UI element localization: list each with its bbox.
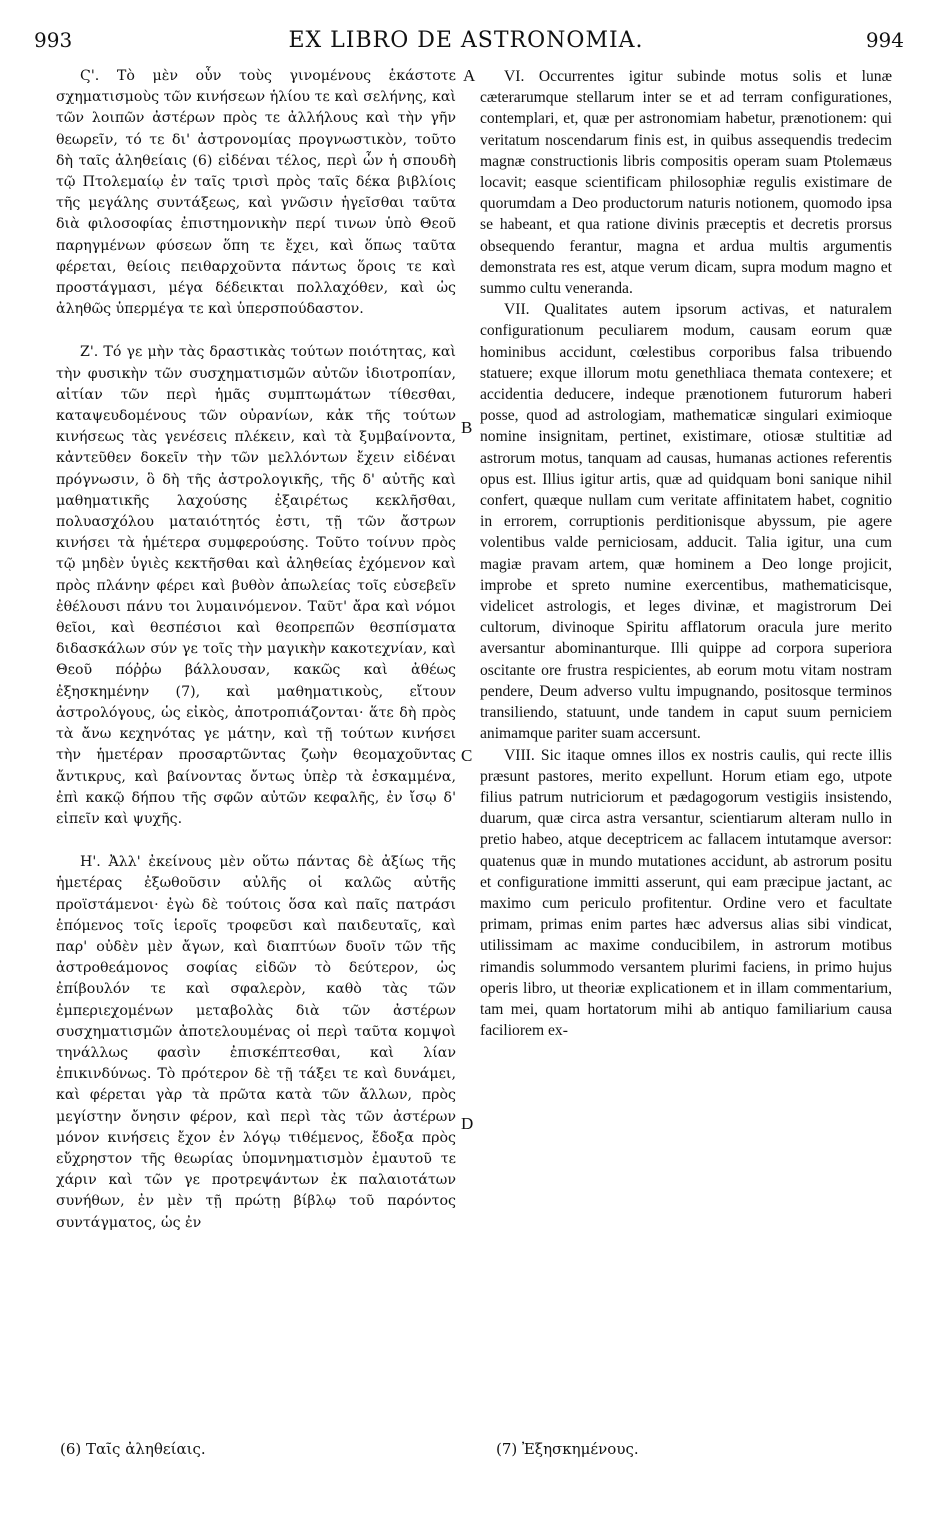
page-number-left: 993 bbox=[34, 28, 73, 52]
page-number-right: 994 bbox=[865, 28, 904, 52]
margin-letter-d: D bbox=[461, 1114, 474, 1133]
page-header bbox=[28, 28, 904, 58]
greek-paragraph-6: Ϛ'. Τὸ μὲν οὖν τοὺς γινομένους ἑκάστοτε σχηματισμοὺς τῶν κινήσεων ἡλίου τε καὶ σελήνης, καὶ τῶν λοιπῶν ἀστέρων πρὸς τε ἀλλήλους καὶ τὴν γῆν θεωρεῖν, τό τε δι' ἀστρονομίας προγνωστικὸν, τοῦτο δὴ ταῖς ἀληθείαις (6) εἰδέναι τέλος, περὶ ὧν ἡ σπουδὴ τῷ Πτολεμαίῳ ἐν ταῖς τρισὶ πρὸς ταῖς δέκα βιβλίοις τῆς μεγάλης συντάξεως, καὶ γνῶσιν ἡγεῖσθαι ταῦτα διὰ φιλοσοφίας ἐπιστημονικὴν περί τινων ὑπὸ Θεοῦ παρηγμένων φύσεων ὅπη τε ἔχει, καὶ ὅπως ταῦτα φέρεται, θείοις πειθαρχοῦντα πάντως ὅροις τε καὶ προστάγμασι, μέγα δέδεικται πολλαχόθεν, καὶ ὡς ἀληθῶς ὑπερμέγα τε καὶ ὑπερσπούδαστον. bbox=[56, 68, 456, 318]
running-title: EX LIBRO DE ASTRONOMIA. bbox=[288, 28, 644, 53]
latin-paragraph-8: VIII. Sic itaque omnes illos ex nostris caulis, qui recte illis præsunt pastores, merito expellunt. Horum etiam ego, utpote filius patrum nutriciorum et pædagogorum vestigiis insistendo, duarum, quæ circa astra versantur, scientiarum alteram nullo in pretio habeo, atque deceptricem ac fallacem intutamque aversor: quatenus quæ in mundo mutationes accidunt, ab astrorum positu et configuratione immitti asserunt, qui eam præcipue jactant, ac maximo cum periculo profitentur. Ordine vero et facultate primam, primas enim partes hæc adversus alias sibi vindicat, utilissimam ac maxime conducibilem, in astrorum motibus rimandis solummodo versantem plurimi faciens, in primo hujus operis libro, ut theoriæ explicationem et in illam commentarium, tam mei, quam hortatorum mihi ab antiquo familiarium causa faciliorem ex- bbox=[480, 746, 892, 1040]
footnote-left: (6) Ταῖς ἀληθείαις. bbox=[60, 1440, 206, 1458]
latin-paragraph-7: VII. Qualitates autem ipsorum activas, et naturalem configurationum peculiarem modum, causam eorum quæ hominibus accidunt, cœlestibus corporibus falsa tribuendo statuere; exque illorum motu genethliaca themata contexere; et accidentia deducere, indeque prænotionem futurorum haberi posse, quod ad astrologiam, mathematicæ singulari eximioque nomine insignitam, pertinet, existimare, otiosæ stultitiæ ad astrorum motus, tanquam ad causas, humanas actiones referentis opus est. Illius igitur artis, quæ ad quidquam boni sanique nihil confert, quæque nullam cum veritate affinitatem habet, cognitio in errorem, corruptionis perditionisque abyssum, pie agere volentibus valde perniciosam, adducit. Talia igitur, una cum magiæ pravam artem, quæ hominem a Deo longe projicit, improbe et spreto numine exercentibus, mathematicisque, videlicet astrologis, et leges divinæ, et magistrorum Dei cultorum, divinoque Spiritu afflatorum oracula jure merito aversantur abominanturque. Illi quippe ad corpora superiora oscitante ore frustra respicientes, ab eorum motu vitam nostram pendere, Deum adverso vultu impugnando, positosque terminos transiliendo, statuunt, unde tandem in caput suum perniciem animamque pariter suam accersunt. bbox=[480, 301, 892, 743]
greek-paragraph-7: Ζ'. Τό γε μὴν τὰς δραστικὰς τούτων ποιότητας, καὶ τὴν φυσικὴν τῶν συσχηματισμῶν αὐτῶν ἰδιοτροπίαν, αἰτίαν τῶν περὶ ἡμᾶς συμπτωμάτων τίθεσθαι, καταψευδομένους τῶν οὐρανίων, κἀκ τῆς τούτων κινήσεως τὰς γενέσεις πλέκειν, καὶ τὰ ξυμβαίνοντα, κἀντεῦθεν δοκεῖν τὴν τῶν μελλόντων ἔχειν εἰδέναι πρόγνωσιν, ὃ δὴ τῆς ἀστρολογικῆς, τῆς δ' αὐτῆς καὶ μαθηματικῆς λαχούσης ἐξαιρέτως κεκλῆσθαι, πολυασχόλου ματαιότητός ἐστι, τῇ τῶν ἄστρων κινήσει τὰ ἡμέτερα συμφερούσης. Τοῦτο τοίνυν πρὸς τῷ μηδὲν ὑγιὲς κεκτῆσθαι καὶ ἀληθείας ἐχόμενον καὶ πρὸς πλάνην φέρει καὶ βυθὸν ἀπωλείας τοῖς εὐσεβεῖν ἐθέλουσι πάνυ τοι λυμαινόμενον. Ταῦτ' ἄρα καὶ νόμοι θεῖοι, καὶ θεσπέσιοι καὶ θεοπρεπῶν θεσπίσματα διδασκάλων σύν γε τοῖς τὴν μαγικὴν κακοτεχνίαν, καὶ Θεοῦ πόῤῥω βάλλουσαν, κακῶς καὶ ἀθέως ἐξησκημένην (7), καὶ μαθηματικοὺς, εἴτουν ἀστρολόγους, ὡς εἰκὸς, ἀποτροπιάζονται· ἅτε δὴ πρὸς τὰ ἄνω κεχηνότας γε μάτην, καὶ τῇ τούτων κινήσει τὴν ἡμετέραν προσαρτῶντας ζωὴν θεομαχοῦντας ἄντικρυς, καὶ βαίνοντας ὄντως ὑπὲρ τὰ ἐσκαμμένα, ἐπὶ κακῷ δήπου τῆς σφῶν αὐτῶν κεφαλῆς, ἐν ἴσῳ δ' εἰπεῖν καὶ ψυχῆς. bbox=[56, 344, 456, 827]
greek-paragraph-8: Η'. Ἀλλ' ἐκείνους μὲν οὕτω πάντας δὲ ἀξίως τῆς ἡμετέρας ἐξωθοῦσιν αὐλῆς οἱ καλῶς αὐτῆς προϊστάμενοι· ἐγὼ δὲ τούτοις ὅσα καὶ παῖς πατράσι ἑπόμενος τοῖς ἱεροῖς τροφεῦσι καὶ παιδευταῖς, καὶ παρ' οὐδὲν μὲν ἄγων, καὶ διαπτύων δυοῖν τῶν τῆς ἀστροθεάμονος σοφίας εἰδῶν τὸ δεύτερον, ὡς ἐπίβουλόν τε καὶ σφαλερὸν, καθὸ τὰς τῶν ἐμπεριεχομένων μεταβολὰς διὰ τῶν ἀστέρων συσχηματισμῶν ἀποτελουμένας οἱ περὶ ταῦτα κομψοὶ τηνάλλως φασὶν ἐπισκέπτεσθαι, καὶ λίαν ἐπικινδύνως. Τὸ πρότερον δὲ τῇ τάξει τε καὶ δυνάμει, καὶ φέρεται γὰρ τὰ πρῶτα κατὰ τῶν ἄλλων, πρὸς μεγίστην ὄνησιν φέρον, καὶ περὶ τὰς τῶν ἀστέρων μόνον κινήσεις ἔχον ἐν λόγῳ τιθέμενος, ἔδοξα πρὸς εὔχρηστον τῆς θεωρίας ὑπομνηματισμὸν ἐμαυτοῦ τε χάριν καὶ τῶν γε προτρεψάντων ἐκ παλαιοτάτων συνήθων, ἐν μὲν τῇ πρώτῃ βίβλῳ τοῦ παρόντος συντάγματος, ὡς ἐν bbox=[56, 854, 456, 1231]
footnote-right: (7) Ἐξησκημένους. bbox=[496, 1440, 639, 1458]
margin-letter-b: B bbox=[461, 418, 473, 437]
latin-paragraph-6: VI. Occurrentes igitur subinde motus solis et lunæ cæterarumque stellarum inter se et ad terram configurationes, contemplari, et, quæ per astronomiam habetur, prænotionem: qui veritatum noscendarum finis est, in quibus assequendis tredecim magnæ constructionis libris compositis operam suam Ptolemæus locavit; easque scientificam philosophiæ regulis existimare de quorumdam a Deo productorum naturis notionem, quomodo ipsa se habeant, et qua ratione divinis præceptis et decretis prorsus obsequendo ferantur, magna et ardua multis argumentis demonstrata res est, atque verum dicam, supra modum magno et summo cultu veneranda. bbox=[480, 68, 892, 298]
latin-column bbox=[480, 66, 892, 1041]
greek-column bbox=[56, 66, 456, 1234]
margin-letter-a: A bbox=[463, 66, 476, 85]
margin-letter-c: C bbox=[461, 746, 473, 765]
